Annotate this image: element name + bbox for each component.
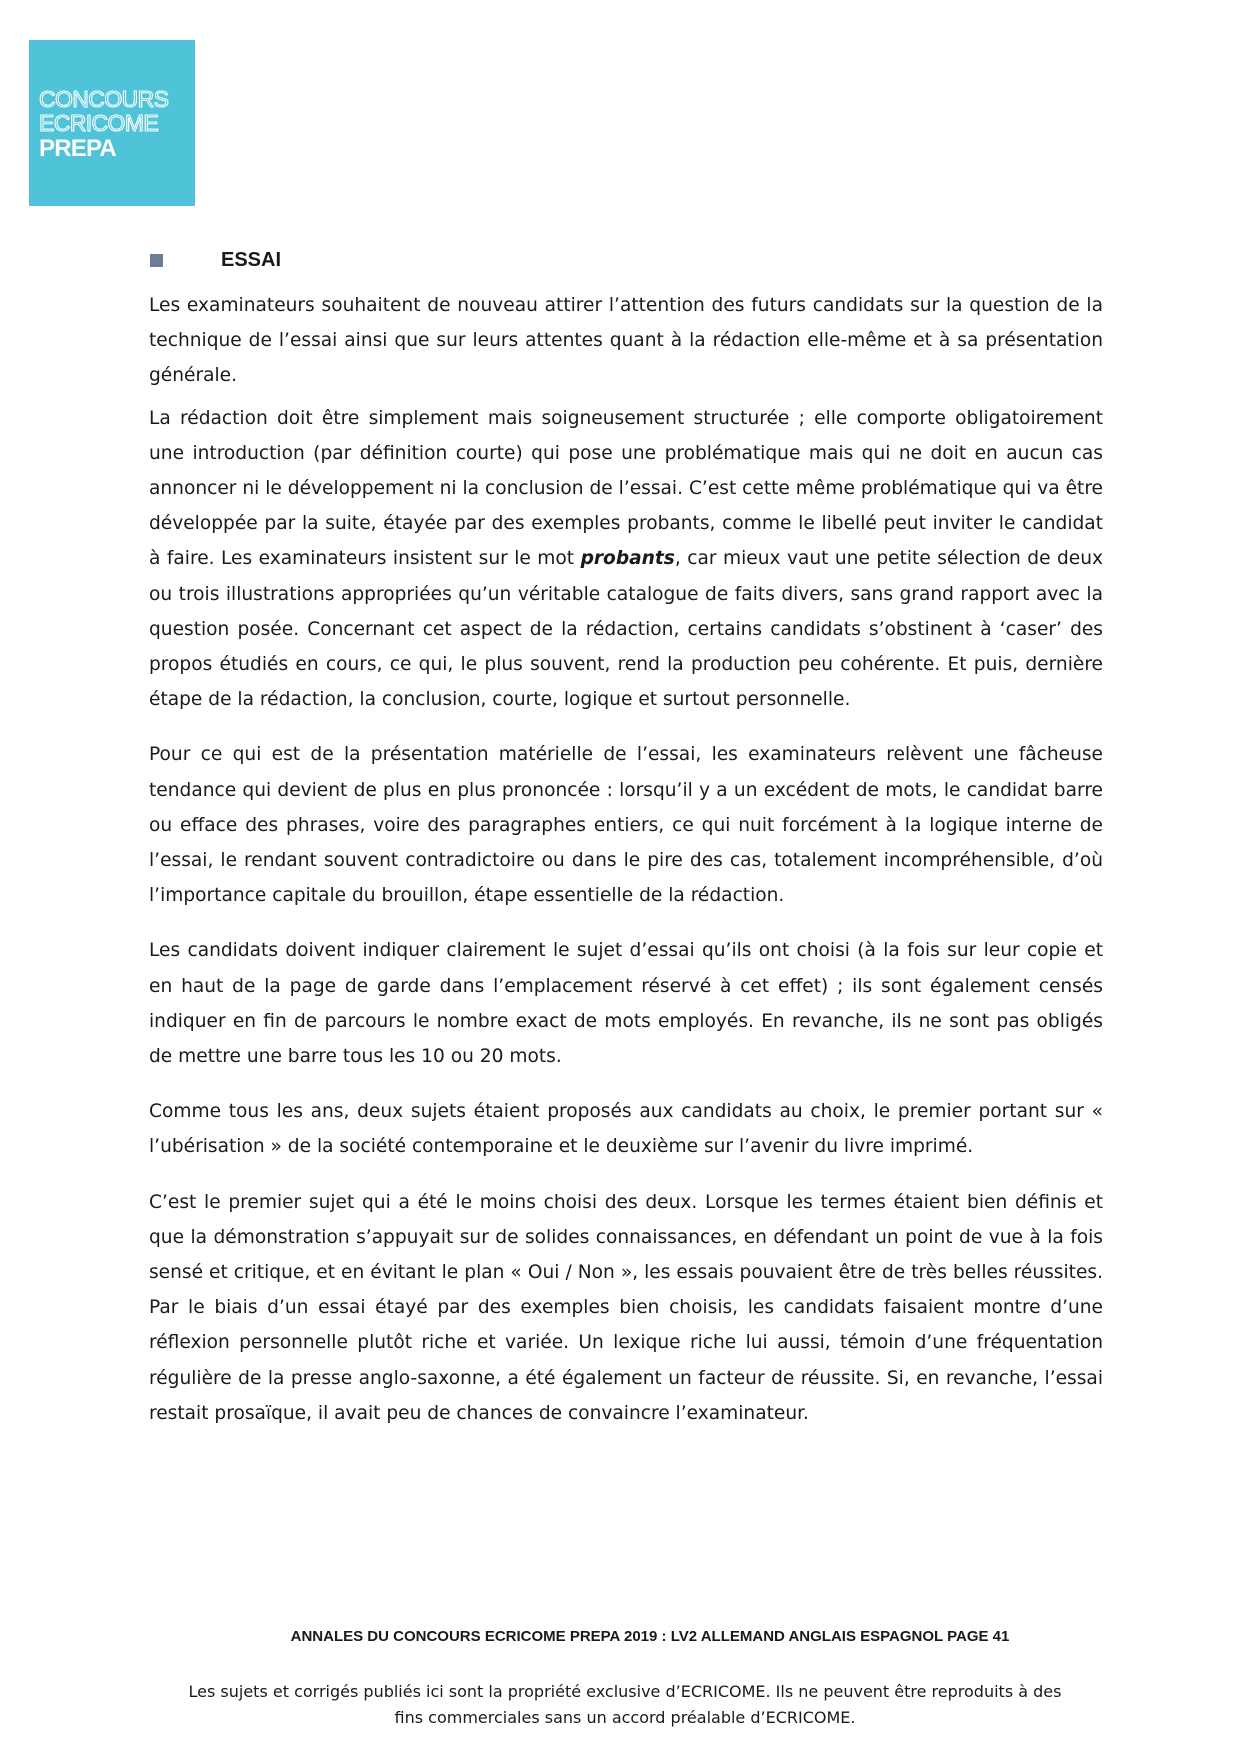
concours-ecricome-prepa-logo [29,40,195,206]
paragraph-subject-indication: Les candidats doivent indiquer clairement le sujet d’essai qu’ils ont choisi (à la fois sur leur copie et en haut de la page de garde dans l’emplacement réservé à cet effet) ; ils sont également censés indiquer en fin de parcours le nombre exact de mots employés. En revanche, ils ne sont pas obligés de mettre une barre tous les 10 ou 20 mots. [149,940,1103,1068]
paragraph-first-subject: C’est le premier sujet qui a été le moins choisi des deux. Lorsque les termes étaient bien définis et que la démonstration s’appuyait sur de solides connaissances, en défendant un point de vue à la fois sensé et critique, et en évitant le plan « Oui / Non », les essais pouvaient être de très belles réussites. Par le biais d’un essai étayé par des exemples bien choisis, les candidats faisaient montre d’une réflexion personnelle plutôt riche et variée. Un lexique riche lui aussi, témoin d’une fréquentation régulière de la presse anglo-saxonne, a été également un facteur de réussite. Si, en revanche, l’essai restait prosaïque, il avait peu de chances de convaincre l’examinateur. [149,1191,1103,1424]
square-bullet-icon [150,254,163,267]
emphasized-word-probants: probants [580,548,675,570]
logo-line-prepa: PREPA [39,135,116,162]
footer-notice-line-1: Les sujets et corrigés publiés ici sont la propriété exclusive d’ECRICOME. Ils ne peuvent être reproduits à des [188,1682,1062,1701]
paragraph-subjects: Comme tous les ans, deux sujets étaient proposés aux candidats au choix, le premier portant sur « l’ubérisation » de la société contemporaine et le deuxième sur l’avenir du livre imprimé. [149,1101,1103,1158]
paragraph-presentation: Pour ce qui est de la présentation matérielle de l’essai, les examinateurs relèvent une fâcheuse tendance qui devient de plus en plus prononcée : lorsqu’il y a un excédent de mots, le candidat barre ou efface des phrases, voire des paragraphes entiers, ce qui nuit forcément à la logique interne de l’essai, le rendant souvent contradictoire ou dans le pire des cas, totalement incompréhensible, d’où l’importance capitale du brouillon, étape essentielle de la rédaction. [149,744,1103,907]
paragraph-structure [149,401,1103,718]
footer-copyright-notice [150,1679,1100,1731]
logo-line-concours: CONCOURS [39,86,169,112]
paragraph-structure-part1: La rédaction doit être simplement mais soigneusement structurée ; elle comporte obligatoirement une introduction (par définition courte) qui pose une problématique mais qui ne doit en aucun cas annoncer ni le développement ni la conclusion de l’essai. C’est cette même problématique qui va être développée par la suite, étayée par des exemples probants, comme le libellé peut inviter le candidat à faire. Les examinateurs insistent sur le mot [149,407,1103,570]
paragraph-structure-part2: , car mieux vaut une petite sélection de deux ou trois illustrations appropriées qu’un véritable catalogue de faits divers, sans grand rapport avec la question posée. Concernant cet aspect de la rédaction, certains candidats s’obstinent à ‘caser’ des propos étudiés en cours, ce qui, le plus souvent, rend la production peu cohérente. Et puis, dernière étape de la rédaction, la conclusion, courte, logique et surtout personnelle. [149,548,1104,711]
footer-notice-line-2: fins commerciales sans un accord préalable d’ECRICOME. [394,1708,856,1727]
footer-title: ANNALES DU CONCOURS ECRICOME PREPA 2019 : LV2 ALLEMAND ANGLAIS ESPAGNOL PAGE 41 [290,1628,1010,1645]
paragraph-intro: Les examinateurs souhaitent de nouveau attirer l’attention des futurs candidats sur la question de la technique de l’essai ainsi que sur leurs attentes quant à la rédaction elle-même et à sa présentation générale. [149,295,1103,387]
logo-line-ecricome: ECRICOME [39,110,159,136]
document-body [149,288,1103,1431]
section-title: ESSAI [221,248,282,271]
section-heading [150,246,281,274]
